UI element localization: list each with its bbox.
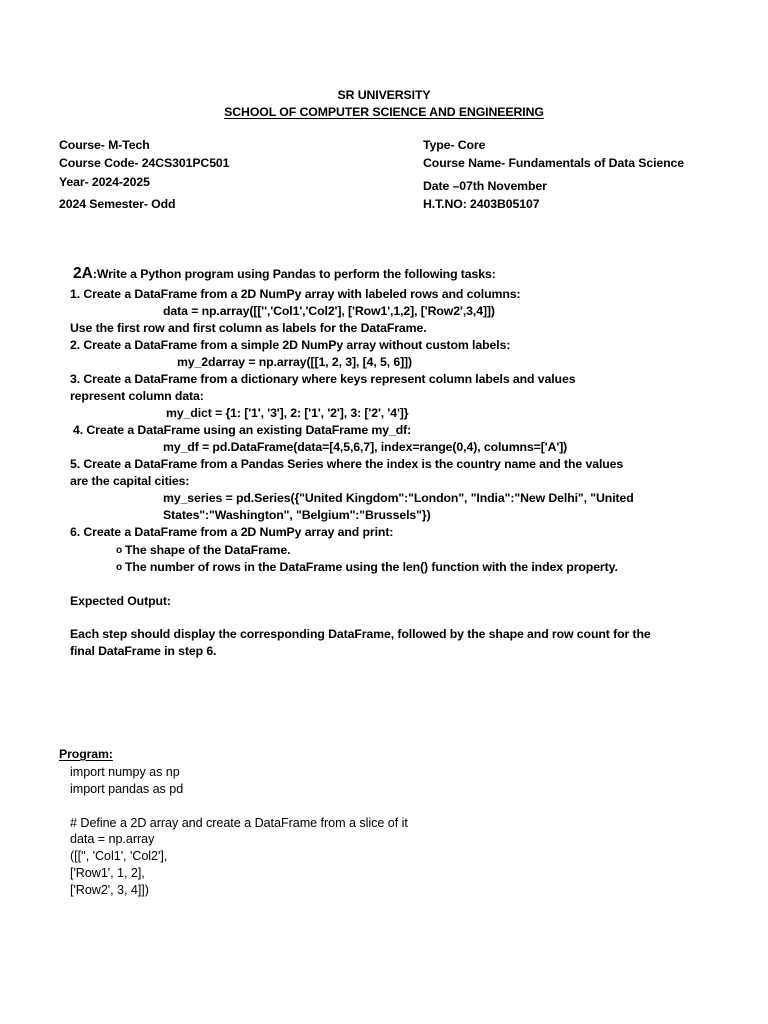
- year-field: Year- 2024-2025: [59, 175, 150, 189]
- type-field: Type- Core: [423, 138, 486, 152]
- task-code-line: data = np.array([['','Col1','Col2'], ['Row1',1,2], ['Row2',3,4]]): [163, 304, 495, 318]
- task-number: 2A: [73, 265, 93, 282]
- task-line: 2. Create a DataFrame from a simple 2D NumPy array without custom labels:: [70, 338, 511, 352]
- task-line: 3. Create a DataFrame from a dictionary where keys represent column labels and values: [70, 372, 576, 386]
- code-line: import pandas as pd: [70, 782, 184, 796]
- task-code-line: my_2darray = np.array([[1, 2, 3], [4, 5, 6]]): [177, 355, 413, 369]
- task-heading: [73, 265, 496, 283]
- ht-no-field: H.T.NO: 2403B05107: [423, 197, 540, 211]
- bullet-item: [116, 543, 290, 557]
- task-code-line: my_series = pd.Series({"United Kingdom":"London", "India":"New Delhi", "United: [163, 491, 634, 505]
- task-line: 4. Create a DataFrame using an existing DataFrame my_df:: [73, 423, 412, 437]
- task-line: 6. Create a DataFrame from a 2D NumPy array and print:: [70, 525, 394, 539]
- school-title: SCHOOL OF COMPUTER SCIENCE AND ENGINEERING: [224, 105, 544, 119]
- bullet-marker: o: [116, 562, 123, 573]
- bullet-item: [116, 560, 618, 574]
- course-code-field: Course Code- 24CS301PC501: [59, 156, 230, 170]
- task-line: 1. Create a DataFrame from a 2D NumPy array with labeled rows and columns:: [70, 287, 521, 301]
- bullet-text: The shape of the DataFrame.: [125, 543, 291, 557]
- course-name-field: Course Name- Fundamentals of Data Science: [423, 156, 685, 170]
- program-heading: Program:: [59, 747, 113, 761]
- course-field: Course- M-Tech: [59, 138, 150, 152]
- code-line: ([['', 'Col1', 'Col2'],: [70, 849, 168, 863]
- bullet-marker: o: [116, 545, 123, 556]
- task-line: Use the first row and first column as labels for the DataFrame.: [70, 321, 427, 335]
- code-line: ['Row1', 1, 2],: [70, 866, 145, 880]
- expected-output-line: Each step should display the corresponding DataFrame, followed by the shape and row count for the: [70, 627, 651, 641]
- task-line: represent column data:: [70, 389, 204, 403]
- code-comment-line: # Define a 2D array and create a DataFrame from a slice of it: [70, 816, 408, 830]
- code-line: data = np.array: [70, 832, 155, 846]
- task-code-line: my_df = pd.DataFrame(data=[4,5,6,7], index=range(0,4), columns=['A']): [163, 440, 568, 454]
- task-line: are the capital cities:: [70, 474, 190, 488]
- code-line: ['Row2', 3, 4]]): [70, 883, 149, 897]
- semester-field: 2024 Semester- Odd: [59, 197, 176, 211]
- task-line: 5. Create a DataFrame from a Pandas Series where the index is the country name and the values: [70, 457, 624, 471]
- expected-output-heading: Expected Output:: [70, 594, 171, 608]
- expected-output-line: final DataFrame in step 6.: [70, 644, 217, 658]
- date-field: Date –07th November: [423, 179, 547, 193]
- task-code-line: my_dict = {1: ['1', '3'], 2: ['1', '2'], 3: ['2', '4']}: [166, 406, 409, 420]
- task-title: :Write a Python program using Pandas to perform the following tasks:: [92, 267, 496, 281]
- task-code-line: States":"Washington", "Belgium":"Brussels"}): [163, 508, 431, 522]
- university-title: SR UNIVERSITY: [337, 88, 431, 102]
- code-line: import numpy as np: [70, 765, 180, 779]
- bullet-text: The number of rows in the DataFrame using the len() function with the index property.: [125, 560, 618, 574]
